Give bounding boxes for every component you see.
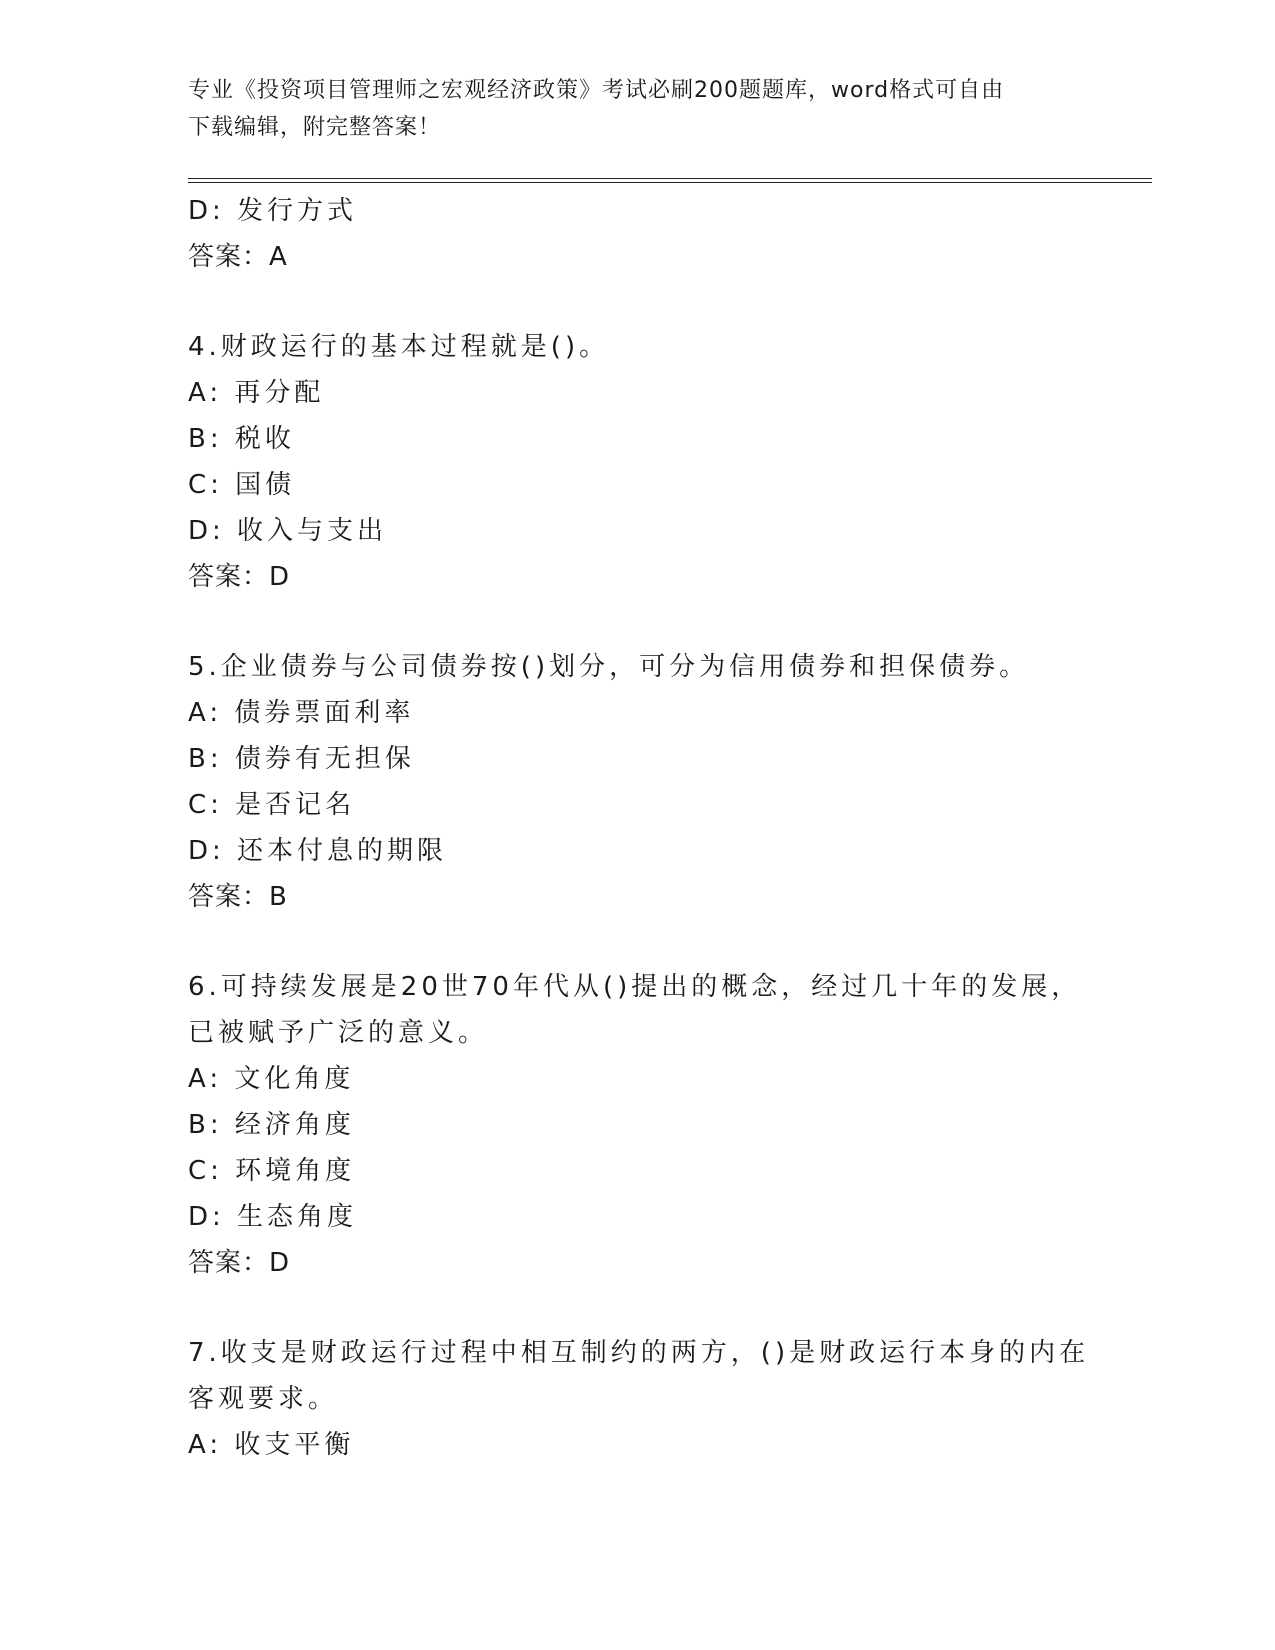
- previous-question-tail: [188, 188, 1088, 280]
- header-line-2: 下载编辑，附完整答案！: [188, 115, 442, 140]
- question-stem-line-1: 7.收支是财政运行过程中相互制约的两方，()是财政运行本身的内在: [188, 1338, 1090, 1368]
- option-a: A: 债券票面利率: [188, 698, 415, 728]
- option-a: A: 文化角度: [188, 1064, 355, 1094]
- option-d: D: 还本付息的期限: [188, 836, 448, 866]
- question-5: [188, 644, 1088, 920]
- question-stem-line-2: 客观要求。: [188, 1384, 339, 1414]
- option-c: C: 环境角度: [188, 1156, 356, 1186]
- option-d: D: 发行方式: [188, 196, 358, 226]
- option-c: C: 国债: [188, 470, 296, 500]
- question-6: [188, 964, 1088, 1286]
- question-list: [188, 188, 1088, 1468]
- question-7: [188, 1330, 1088, 1468]
- option-b: B: 债券有无担保: [188, 744, 415, 774]
- spacer: [188, 600, 1088, 644]
- question-stem: 4.财政运行的基本过程就是()。: [188, 332, 610, 362]
- spacer: [188, 920, 1088, 964]
- answer: 答案：D: [188, 562, 291, 592]
- answer: 答案：D: [188, 1248, 291, 1278]
- option-d: D: 生态角度: [188, 1202, 358, 1232]
- question-stem: 5.企业债券与公司债券按()划分，可分为信用债券和担保债券。: [188, 652, 1030, 682]
- option-c: C: 是否记名: [188, 790, 356, 820]
- spacer: [188, 1286, 1088, 1330]
- option-a: A: 收支平衡: [188, 1430, 355, 1460]
- option-a: A: 再分配: [188, 378, 325, 408]
- header-divider: [188, 178, 1152, 183]
- option-b: B: 经济角度: [188, 1110, 355, 1140]
- option-b: B: 税收: [188, 424, 295, 454]
- answer: 答案：B: [188, 882, 288, 912]
- option-d: D: 收入与支出: [188, 516, 388, 546]
- spacer: [188, 280, 1088, 324]
- question-4: [188, 324, 1088, 600]
- answer: 答案：A: [188, 242, 288, 272]
- question-stem-line-1: 6.可持续发展是20世70年代从()提出的概念，经过几十年的发展，: [188, 972, 1082, 1002]
- document-header: [188, 72, 1088, 146]
- header-line-1: 专业《投资项目管理师之宏观经济政策》考试必刷200题题库，word格式可自由: [188, 78, 1005, 103]
- question-stem-line-2: 已被赋予广泛的意义。: [188, 1018, 489, 1048]
